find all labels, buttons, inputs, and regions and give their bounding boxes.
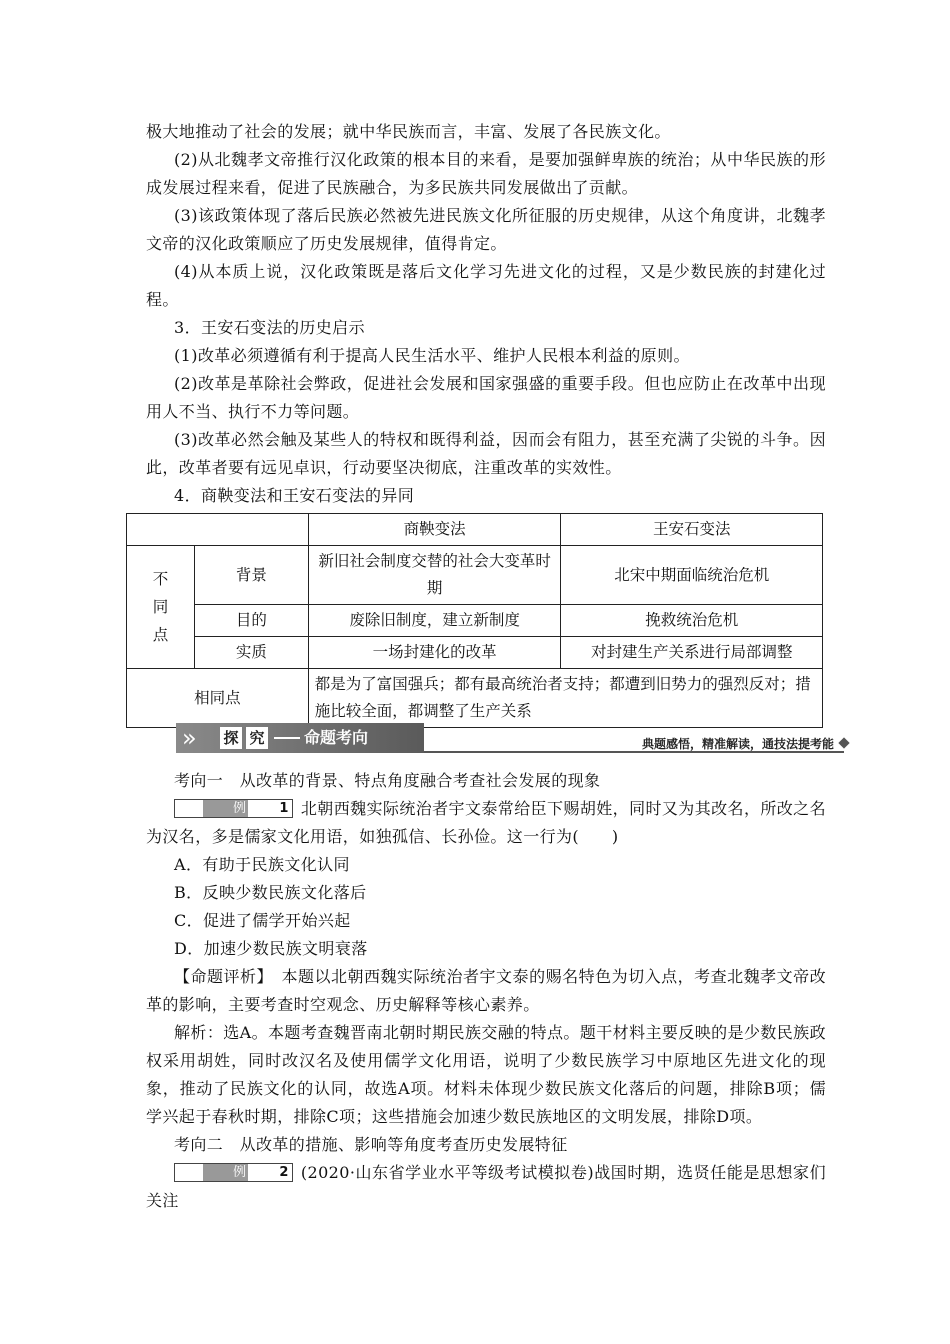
banner-subtitle: 命题考向: [304, 728, 369, 747]
table-row: [127, 669, 823, 728]
example-badge: 例 1: [174, 799, 293, 818]
paragraph: (2)改革是革除社会弊政，促进社会发展和国家强盛的重要手段。但也应防止在改革中出现用人不当、执行不力等问题。: [146, 374, 826, 421]
table-row-label: 实质: [194, 637, 308, 669]
section-banner: [176, 723, 850, 753]
banner-slogan: 典题感悟，精准解读，通技法提考能: [641, 737, 834, 751]
option-a: A．有助于民族文化认同: [174, 855, 350, 874]
section-heading: 3．王安石变法的历史启示: [174, 318, 365, 337]
direction-heading: 考向一 从改革的背景、特点角度融合考查社会发展的现象: [174, 771, 601, 790]
analysis: 解析：选A。本题考查魏晋南北朝时期民族交融的特点。题干材料主要反映的是少数民族政权采用胡姓，同时改汉名及使用儒学文化用语，说明了少数民族学习中原地区先进文化的现象，推动了民族文化的认同，故选A项。材料未体现少数民族文化落后的问题，排除B项；儒学兴起于春秋时期，排除C项；这些措施会加速少数民族地区的文明发展，排除D项。: [146, 1023, 826, 1126]
paragraph: (1)改革必须遵循有利于提高人民生活水平、维护人民根本利益的原则。: [174, 346, 690, 365]
example-2: [146, 1159, 826, 1215]
table-cell: 新旧社会制度交替的社会大变革时期: [308, 546, 561, 605]
paragraph: (4)从本质上说，汉化政策既是落后文化学习先进文化的过程，又是少数民族的封建化过程。: [146, 262, 826, 309]
example-1: [146, 795, 826, 851]
review-title: 【命题评析】: [174, 967, 266, 986]
table-header-shangyang: 商鞅变法: [308, 514, 561, 546]
table-header-row: [127, 514, 823, 546]
table-diff-label: 不 同 点: [127, 546, 195, 669]
table-same-text: 都是为了富国强兵；都有最高统治者支持；都遭到旧势力的强烈反对；措施比较全面，都调整了生产关系: [308, 669, 822, 728]
review-text: 本题以北朝西魏实际统治者宇文泰的赐名特色为切入点，考查北魏孝文帝改革的影响，主要考查时空观念、历史解释等核心素养。: [146, 967, 827, 1014]
table-same-label: 相同点: [127, 669, 309, 728]
option-b: B．反映少数民族文化落后: [174, 883, 367, 902]
table-corner-cell: [127, 514, 309, 546]
table-cell: 北宋中期面临统治危机: [561, 546, 823, 605]
paragraph: (3)该政策体现了落后民族必然被先进民族文化所征服的历史规律，从这个角度讲，北魏孝文帝的汉化政策顺应了历史发展规律，值得肯定。: [146, 206, 826, 253]
table-cell: 一场封建化的改革: [308, 637, 561, 669]
table-row: [127, 605, 823, 637]
banner-tan: 探: [220, 727, 242, 749]
paragraph: (3)改革必然会触及某些人的特权和既得利益，因而会有阻力，甚至充满了尖锐的斗争。因此，改革者要有远见卓识，行动要坚决彻底，注重改革的实效性。: [146, 430, 826, 477]
banner-jiu: 究: [246, 727, 268, 749]
upper-text: [146, 118, 826, 510]
table-cell: 对封建生产关系进行局部调整: [561, 637, 823, 669]
section-heading: 4．商鞅变法和王安石变法的异同: [174, 486, 415, 505]
diamond-icon: [838, 737, 849, 748]
table-row: [127, 637, 823, 669]
table-row-label: 目的: [194, 605, 308, 637]
banner-bar: [176, 723, 424, 753]
lower-text: [146, 767, 826, 1215]
comparison-table: [126, 513, 823, 728]
chevron-right-icon: »: [182, 724, 197, 752]
example-text: 北朝西魏实际统治者宇文泰常给臣下赐胡姓，同时又为其改名，所改之名为汉名，多是儒家文化用语，如独孤信、长孙俭。这一行为( ): [146, 799, 826, 846]
table-cell: 废除旧制度，建立新制度: [308, 605, 561, 637]
table-row: [127, 546, 823, 605]
paragraph: 极大地推动了社会的发展；就中华民族而言，丰富、发展了各民族文化。: [146, 122, 671, 141]
paragraph: (2)从北魏孝文帝推行汉化政策的根本目的来看，是要加强鲜卑族的统治；从中华民族的形成发展过程来看，促进了民族融合，为多民族共同发展做出了贡献。: [146, 150, 826, 197]
table-cell: 挽救统治危机: [561, 605, 823, 637]
table-row-label: 背景: [194, 546, 308, 605]
option-c: C．促进了儒学开始兴起: [174, 911, 351, 930]
table-header-wanganshi: 王安石变法: [561, 514, 823, 546]
example-badge: 例 2: [174, 1163, 293, 1182]
option-d: D．加速少数民族文明衰落: [174, 939, 368, 958]
example-text: (2020·山东省学业水平等级考试模拟卷)战国时期，选贤任能是思想家们关注: [146, 1163, 826, 1210]
banner-dash: [274, 737, 300, 739]
review: [146, 963, 826, 1019]
direction-heading: 考向二 从改革的措施、影响等角度考查历史发展特征: [174, 1135, 568, 1154]
